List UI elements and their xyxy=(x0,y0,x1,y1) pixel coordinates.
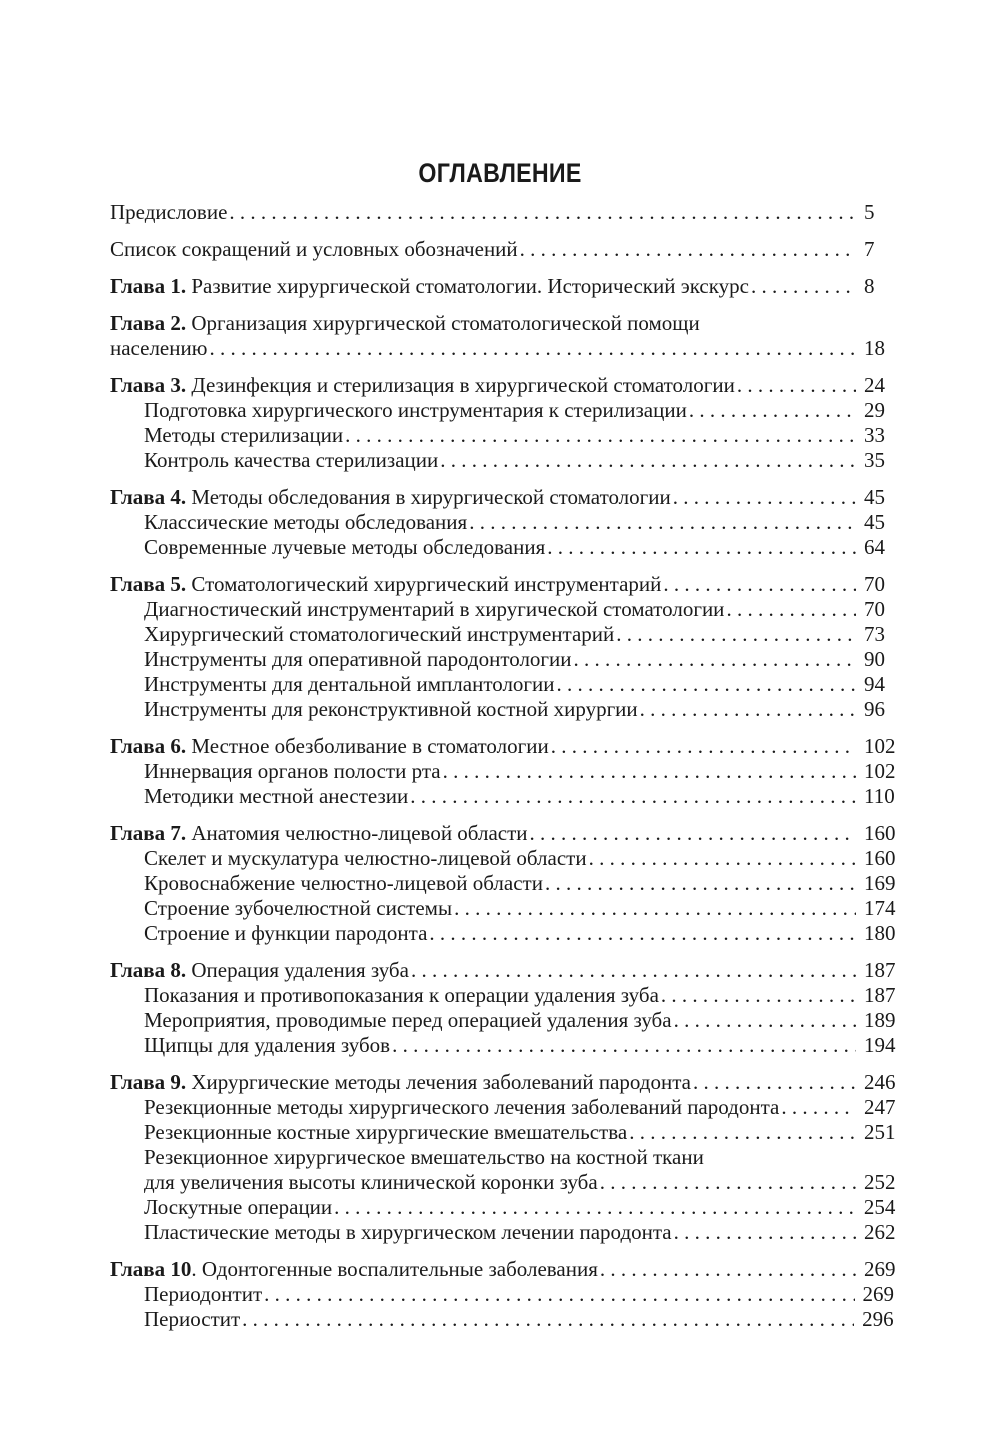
toc-entry-title: Строение и функции пародонта xyxy=(144,921,428,945)
toc-page-number: 160 xyxy=(864,846,896,870)
toc-subentry[interactable] xyxy=(110,1033,896,1058)
toc-page-number: 70 xyxy=(864,597,885,621)
toc-page-number: 254 xyxy=(863,1195,896,1219)
toc-entry-title: Стоматологический хирургический инструментарий xyxy=(191,572,662,596)
leader-dots xyxy=(726,597,856,622)
toc-page-number: 7 xyxy=(864,237,875,261)
toc-page-number: 180 xyxy=(864,921,896,945)
toc-entry-abbreviations[interactable] xyxy=(110,237,874,262)
toc-page-number: 8 xyxy=(864,274,875,298)
toc-entry-title: Развитие хирургической стоматологии. Исторический экскурс xyxy=(191,274,749,298)
toc-page-number: 174 xyxy=(864,896,896,920)
leader-dots xyxy=(574,647,856,672)
leader-dots xyxy=(454,896,856,921)
toc-subentry[interactable] xyxy=(110,871,896,896)
leader-dots xyxy=(673,485,856,510)
toc-chapter-5[interactable] xyxy=(110,572,885,597)
toc-subentry[interactable] xyxy=(110,1145,896,1195)
leader-dots xyxy=(674,1008,856,1033)
toc-subentry[interactable] xyxy=(110,921,896,946)
toc-subentry[interactable] xyxy=(110,423,885,448)
toc-chapter-10[interactable] xyxy=(110,1257,896,1282)
toc-subentry[interactable] xyxy=(110,784,895,809)
toc-entry-title: Иннервация органов полости рта xyxy=(144,759,441,783)
toc-entry-title: Диагностический инструментарий в хиругической стоматологии xyxy=(144,597,725,621)
toc-entry-title: Подготовка хирургического инструментария к стерилизации xyxy=(144,398,687,422)
toc-entry-title: Щипцы для удаления зубов xyxy=(144,1033,391,1057)
toc-page-number: 296 xyxy=(862,1307,894,1331)
leader-dots xyxy=(600,1170,856,1195)
leader-dots xyxy=(661,983,856,1008)
toc-page-number: 194 xyxy=(864,1033,896,1057)
leader-dots xyxy=(545,871,856,896)
toc-entry-title: Методы стерилизации xyxy=(144,423,344,447)
leader-dots xyxy=(242,1307,854,1332)
toc-subentry[interactable] xyxy=(110,1095,896,1120)
leader-dots xyxy=(530,821,856,846)
toc-page-number: 251 xyxy=(864,1120,896,1144)
leader-dots xyxy=(693,1070,856,1095)
toc-subentry[interactable] xyxy=(110,597,885,622)
leader-dots xyxy=(547,535,856,560)
chapter-label: Глава 4. xyxy=(110,485,187,509)
leader-dots xyxy=(551,734,856,759)
toc-entry-title: Классические методы обследования xyxy=(144,510,468,534)
toc-page-number: 90 xyxy=(864,647,885,671)
toc-subentry[interactable] xyxy=(110,1282,895,1307)
toc-subentry[interactable] xyxy=(110,672,885,697)
chapter-label: Глава 1. xyxy=(110,274,187,298)
toc-entry-title: Современные лучевые методы обследования xyxy=(144,535,546,559)
toc-entry-title: Пластические методы в хирургическом лечении пародонта xyxy=(144,1220,672,1244)
toc-entry-title: Строение зубочелюстной системы xyxy=(144,896,453,920)
leader-dots xyxy=(589,846,856,871)
toc-entry-title: . Одонтогенные воспалительные заболевания xyxy=(191,1257,598,1281)
leader-dots xyxy=(663,572,856,597)
toc-entry-title: Список сокращений и условных обозначений xyxy=(110,237,518,261)
leader-dots xyxy=(616,622,856,647)
leader-dots xyxy=(674,1220,856,1245)
leader-dots xyxy=(781,1095,856,1120)
toc-page-number: 187 xyxy=(864,983,896,1007)
chapter-label: Глава 3. xyxy=(110,373,187,397)
toc-entry-title: Предисловие xyxy=(110,200,228,224)
toc-chapter-6[interactable] xyxy=(110,734,896,759)
toc-entry-title: Периостит xyxy=(144,1307,241,1331)
toc-subentry[interactable] xyxy=(110,398,885,423)
toc-page-number: 64 xyxy=(864,535,885,559)
toc-page-number: 73 xyxy=(864,622,885,646)
toc-page-number: 94 xyxy=(864,672,885,696)
toc-entry-title: Методы обследования в хирургической стоматологии xyxy=(191,485,671,509)
toc-entry-title: Методики местной анестезии xyxy=(144,784,409,808)
toc-subentry[interactable] xyxy=(110,697,885,722)
toc-chapter-8[interactable] xyxy=(110,958,896,983)
leader-dots xyxy=(629,1120,856,1145)
toc-entry-title: Резекционные костные хирургические вмешательства xyxy=(144,1120,628,1144)
toc-page-number: 45 xyxy=(864,485,885,509)
toc-page-number: 18 xyxy=(864,336,885,360)
leader-dots xyxy=(411,958,856,983)
leader-dots xyxy=(557,672,856,697)
leader-dots xyxy=(737,373,856,398)
chapter-label: Глава 10 xyxy=(110,1257,192,1281)
leader-dots xyxy=(209,336,856,361)
toc-chapter-2[interactable] xyxy=(110,311,885,361)
toc-page-number: 187 xyxy=(864,958,896,982)
toc-subentry[interactable] xyxy=(110,647,885,672)
toc-entry-title: Лоскутные операции xyxy=(144,1195,333,1219)
toc-page-number: 70 xyxy=(864,572,885,596)
leader-dots xyxy=(443,759,856,784)
toc-chapter-3[interactable] xyxy=(110,373,885,398)
leader-dots xyxy=(469,510,856,535)
toc-page-number: 5 xyxy=(864,200,875,224)
toc-page-number: 33 xyxy=(864,423,885,447)
toc-entry-title: населению xyxy=(110,336,208,360)
toc-entry-title: Кровоснабжение челюстно-лицевой области xyxy=(144,871,543,895)
toc-subentry[interactable] xyxy=(110,1195,896,1220)
leader-dots xyxy=(689,398,856,423)
toc-entry-title: Инструменты для реконструктивной костной хирургии xyxy=(144,697,638,721)
chapter-label: Глава 7. xyxy=(110,821,187,845)
page-title: ОГЛАВЛЕНИЕ xyxy=(418,158,582,188)
toc-page-number: 246 xyxy=(864,1070,896,1094)
chapter-label: Глава 2. xyxy=(110,311,187,335)
toc-page-number: 110 xyxy=(864,784,895,808)
toc-page-number: 102 xyxy=(864,759,896,783)
leader-dots xyxy=(520,237,856,262)
toc-subentry[interactable] xyxy=(110,1120,896,1145)
toc-page-number: 102 xyxy=(864,734,896,758)
toc-subentry[interactable] xyxy=(110,535,885,560)
toc-page-number: 189 xyxy=(864,1008,896,1032)
toc-page-number: 96 xyxy=(864,697,885,721)
toc-entry-title: Контроль качества стерилизации xyxy=(144,448,439,472)
toc-subentry[interactable] xyxy=(110,1008,896,1033)
toc-page-number: 269 xyxy=(864,1257,896,1281)
toc-entry-title: Хирургический стоматологический инструментарий xyxy=(144,622,615,646)
toc-entry-title: Анатомия челюстно-лицевой области xyxy=(191,821,528,845)
toc-subentry[interactable] xyxy=(110,1220,896,1245)
toc-page-number: 29 xyxy=(864,398,885,422)
leader-dots xyxy=(640,697,856,722)
toc-entry-title: Хирургические методы лечения заболеваний пародонта xyxy=(191,1070,691,1094)
leader-dots xyxy=(600,1257,856,1282)
leader-dots xyxy=(264,1282,854,1307)
leader-dots xyxy=(751,274,856,299)
toc-page-number: 269 xyxy=(862,1282,895,1306)
toc-subentry[interactable] xyxy=(110,510,885,535)
toc-page-number: 252 xyxy=(864,1170,896,1194)
chapter-label: Глава 6. xyxy=(110,734,187,758)
toc-entry-title: Операция удаления зуба xyxy=(191,958,409,982)
toc-page-number: 45 xyxy=(864,510,885,534)
toc-chapter-9[interactable] xyxy=(110,1070,896,1095)
toc-subentry[interactable] xyxy=(110,622,885,647)
toc-page-number: 160 xyxy=(864,821,896,845)
toc-subentry[interactable] xyxy=(110,759,896,784)
chapter-label: Глава 5. xyxy=(110,572,187,596)
toc-entry-title: Резекционные методы хирургического лечения заболеваний пародонта xyxy=(144,1095,780,1119)
toc-entry-title: Местное обезболивание в стоматологии xyxy=(191,734,549,758)
leader-dots xyxy=(410,784,856,809)
toc-entry-title: Показания и противопоказания к операции удаления зуба xyxy=(144,983,659,1007)
chapter-label: Глава 8. xyxy=(110,958,187,982)
toc-subentry[interactable] xyxy=(110,1307,894,1332)
toc-page-number: 247 xyxy=(864,1095,896,1119)
table-of-contents xyxy=(110,200,896,1332)
toc-page-number: 169 xyxy=(864,871,896,895)
toc-entry-title: Скелет и мускулатура челюстно-лицевой области xyxy=(144,846,587,870)
toc-entry-title: Дезинфекция и стерилизация в хирургической стоматологии xyxy=(191,373,735,397)
toc-chapter-1[interactable] xyxy=(110,274,874,299)
toc-subentry[interactable] xyxy=(110,448,885,473)
toc-entry-title: Инструменты для оперативной пародонтологии xyxy=(144,647,572,671)
toc-chapter-7[interactable] xyxy=(110,821,896,846)
toc-subentry[interactable] xyxy=(110,983,896,1008)
toc-entry-title-line1: Организация хирургической стоматологической помощи xyxy=(191,311,700,335)
chapter-label: Глава 9. xyxy=(110,1070,187,1094)
toc-entry-title: для увеличения высоты клинической коронки зуба xyxy=(144,1170,598,1194)
toc-entry-title-line1: Резекционное хирургическое вмешательство на костной ткани xyxy=(144,1145,704,1169)
leader-dots xyxy=(440,448,856,473)
leader-dots xyxy=(392,1033,856,1058)
toc-entry-preface[interactable] xyxy=(110,200,874,225)
toc-page-number: 24 xyxy=(864,373,885,397)
leader-dots xyxy=(429,921,856,946)
leader-dots xyxy=(334,1195,856,1220)
toc-chapter-4[interactable] xyxy=(110,485,885,510)
leader-dots xyxy=(345,423,856,448)
toc-entry-title: Инструменты для дентальной имплантологии xyxy=(144,672,555,696)
toc-subentry[interactable] xyxy=(110,896,896,921)
toc-subentry[interactable] xyxy=(110,846,896,871)
toc-entry-title: Периодонтит xyxy=(144,1282,263,1306)
toc-entry-title: Мероприятия, проводимые перед операцией удаления зуба xyxy=(144,1008,672,1032)
toc-page-number: 35 xyxy=(864,448,885,472)
toc-page-number: 262 xyxy=(864,1220,896,1244)
leader-dots xyxy=(229,200,856,225)
